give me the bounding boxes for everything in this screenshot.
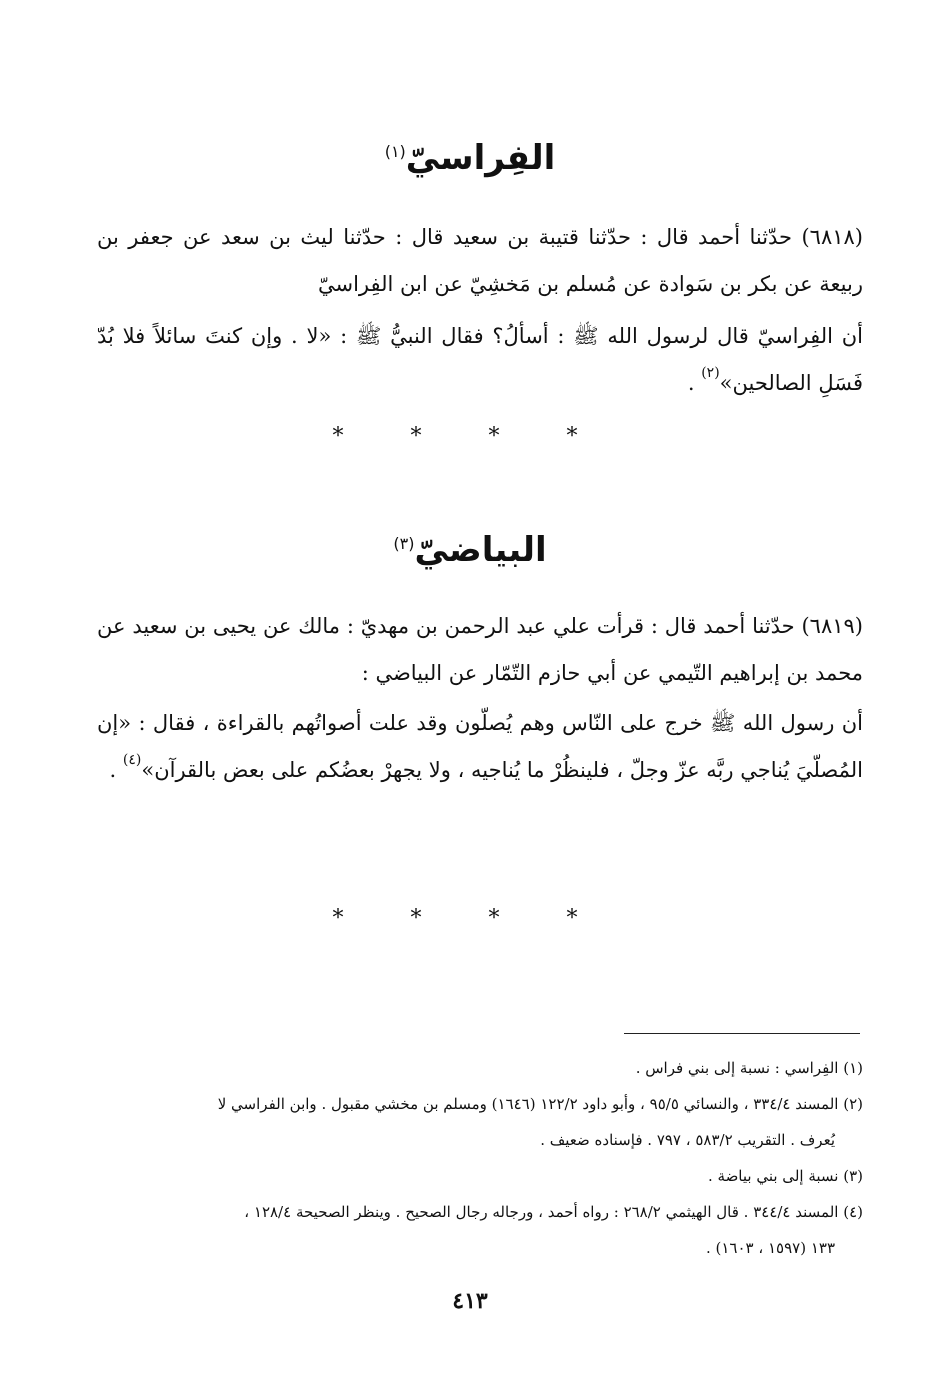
page-number: ٤١٣: [452, 1288, 488, 1314]
footnote-ref: (٢): [701, 365, 720, 381]
footnote-2-continued: يُعرف . التقريب ٥٨٣/٢ ، ٧٩٧ . فإسناده ضعيف .: [540, 1131, 835, 1149]
hadith-6818-chain: (٦٨١٨) حدّثنا أحمد قال : حدّثنا قتيبة بن سعيد قال : حدّثنا ليث بن سعد عن جعفر بن ربيعة عن بكر بن سَوادة عن مُسلم بن مَخشِيّ عن ابن الفِراسيّ: [97, 225, 863, 296]
hadith-6819-text: [97, 700, 863, 794]
section-title-text: الفِراسيّ: [405, 138, 556, 178]
footnotes: [90, 1050, 863, 1266]
footnote-4-continued: ١٣٣ (١٥٩٧ ، ١٦٠٣) .: [705, 1239, 835, 1257]
footnote-4: (٤) المسند ٣٤٤/٤ . قال الهيثمي ٢٦٨/٢ : رواه أحمد ، ورجاله رجال الصحيح . وينظر الصحيحة ١٢٨/٤ ،: [244, 1203, 863, 1221]
hadith-text: أن رسول الله ﷺ خرج على النّاس وهم يُصلّون وقد علت أصواتُهم بالقراءة ، فقال : «إن المُصلّيَ يُناجي ربَّه عزّ وجلّ ، فلينظُرْ ما يُناجيه ، ولا يجهرْ بعضُكم على بعض بالقرآن»: [97, 711, 863, 782]
footnote-divider: [624, 1033, 860, 1034]
hadith-6819-chain: (٦٨١٩) حدّثنا أحمد قال : قرأت علي عبد الرحمن بن مهديّ : مالك عن يحيى بن سعيد عن محمد بن إبراهيم التّيمي عن أبي حازم التّمّار عن البياضي :: [97, 614, 863, 685]
hadith-end: .: [687, 371, 702, 395]
hadith-6818-text: [97, 313, 863, 407]
separator-stars: * * * *: [332, 906, 608, 931]
hadith-text: أن الفِراسيّ قال لرسول الله ﷺ : أسألُ؟ فقال النبيُّ ﷺ : «لا . وإن كنتَ سائلاً فلا بُدّ فَسَلِ الصالحين»: [97, 324, 863, 395]
separator-stars: * * * *: [332, 424, 608, 449]
footnote-1: (١) الفِراسي : نسبة إلى بني فراس .: [635, 1059, 863, 1077]
footnote-3: (٣) نسبة إلى بني بياضة .: [707, 1167, 863, 1185]
footnote-ref: (٣): [393, 534, 415, 553]
section-title-bayadi: [0, 530, 940, 570]
footnote-2: (٢) المسند ٣٣٤/٤ ، والنسائي ٩٥/٥ ، وأبو داود ١٢٢/٢ (١٦٤٦) ومسلم بن مخشي مقبول . وابن الفراسي لا: [217, 1095, 863, 1113]
footnote-ref: (٤): [122, 752, 142, 768]
footnote-ref: (١): [384, 142, 406, 161]
section-title-text: البياضيّ: [414, 530, 547, 570]
hadith-end: .: [109, 758, 123, 782]
section-title-farasi: [0, 138, 940, 178]
